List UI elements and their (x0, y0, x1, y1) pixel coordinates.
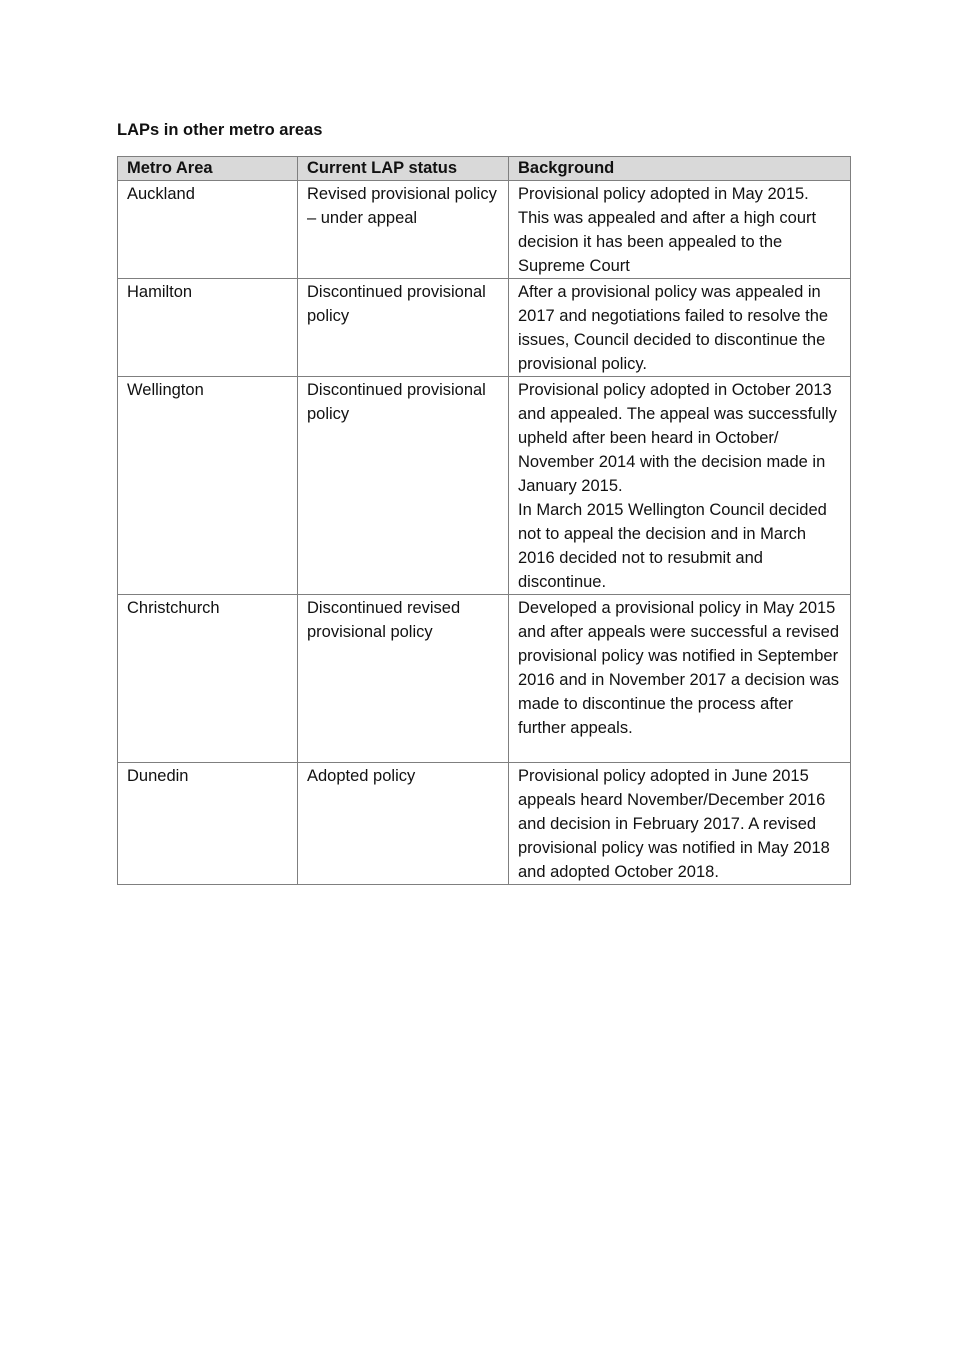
cell-metro-area: Hamilton (118, 279, 298, 377)
cell-background (509, 181, 851, 279)
cell-metro-area: Dunedin (118, 763, 298, 885)
cell-metro-area: Auckland (118, 181, 298, 279)
cell-lap-status: Discontinued provisional policy (298, 279, 509, 377)
table-row (118, 181, 851, 279)
header-background: Background (509, 157, 851, 181)
cell-background (509, 763, 851, 885)
cell-lap-status: Discontinued revised provisional policy (298, 595, 509, 763)
background-text: In March 2015 Wellington Council decided not to appeal the decision and in March 2016 decided not to resubmit and discontinue. (518, 501, 827, 591)
table-row (118, 377, 851, 595)
header-current-lap-status: Current LAP status (298, 157, 509, 181)
background-text: After a provisional policy was appealed in 2017 and negotiations failed to resolve the issues, Council decided to discontinue the provisional policy. (518, 283, 829, 373)
header-metro-area: Metro Area (118, 157, 298, 181)
cell-lap-status: Discontinued provisional policy (298, 377, 509, 595)
background-text: Provisional policy adopted in October 2013 and appealed. The appeal was successfully upheld after been heard in October/ November 2014 with the decision made in January 2015. (518, 381, 837, 495)
cell-metro-area: Wellington (118, 377, 298, 595)
background-text: Provisional policy adopted in June 2015 appeals heard November/December 2016 and decision in February 2017. A revised provisional policy was notified in May 2018 and adopted October 2018. (518, 767, 830, 881)
cell-lap-status: Adopted policy (298, 763, 509, 885)
cell-background (509, 279, 851, 377)
cell-lap-status: Revised provisional policy – under appeal (298, 181, 509, 279)
cell-background (509, 377, 851, 595)
table-header-row (118, 157, 851, 181)
page-title: LAPs in other metro areas (117, 121, 323, 139)
table-row (118, 279, 851, 377)
background-text: Developed a provisional policy in May 2015 and after appeals were successful a revised provisional policy was notified in September 2016 and in November 2017 a decision was made to discontinue the process after further appeals. (518, 599, 840, 737)
cell-background (509, 595, 851, 763)
cell-metro-area: Christchurch (118, 595, 298, 763)
lap-status-table (117, 156, 851, 885)
background-text: Provisional policy adopted in May 2015. This was appealed and after a high court decision it has been appealed to the Supreme Court (518, 185, 817, 275)
table-row (118, 595, 851, 763)
table-row (118, 763, 851, 885)
